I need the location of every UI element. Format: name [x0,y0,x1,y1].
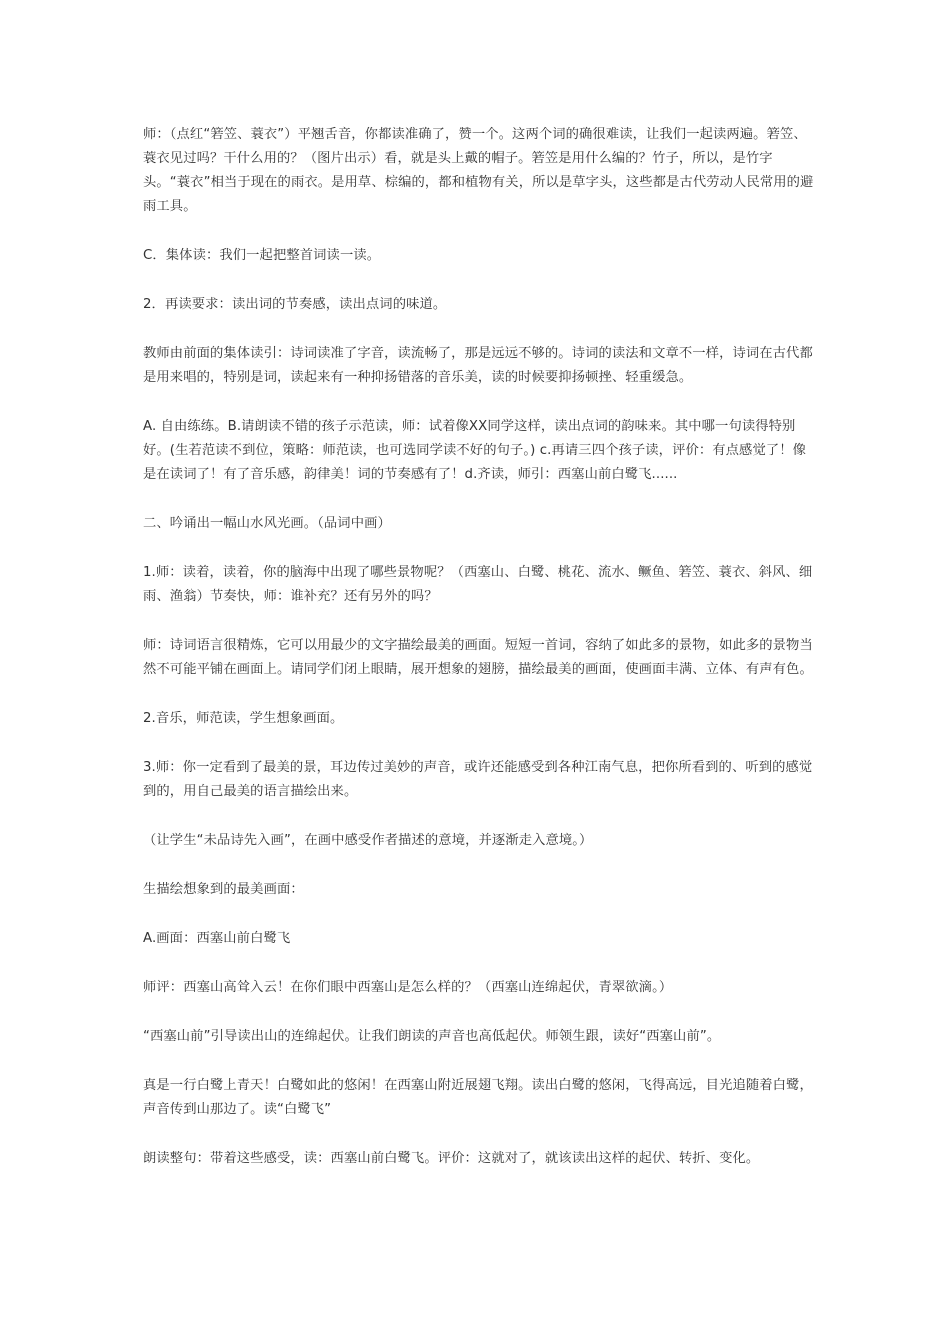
paragraph-reading-practice: A. 自由练练。B.请朗读不错的孩子示范读，师：试着像XX同学这样，读出点词的韵味来。其中哪一句读得特别好。(生若范读不到位，策略：师范读，也可选同学读不好的句子。) c.再请三四个孩子读，评价：有点感觉了！像是在读词了！有了音乐感，韵律美！词的节奏感有了！d.齐读，师引：西塞山前白鹭飞...... [143,419,807,482]
paragraph-poem-language: 师：诗词语言很精炼，它可以用最少的文字描绘最美的画面。短短一首词，容纳了如此多的景物，如此多的景物当然不可能平铺在画面上。请同学们闭上眼睛，展开想象的翅膀，描绘最美的画面，使画面丰满、立体、有声有色。 [143,638,813,677]
paragraph-scenery-question: 1.师：读着，读着，你的脑海中出现了哪些景物呢？（西塞山、白鹭、桃花、流水、鳜鱼、箬笠、蓑衣、斜风、细雨、渔翁）节奏快，师：谁补充？还有另外的吗？ [143,565,813,604]
paragraph-egret-flight: 真是一行白鹭上青天！白鹭如此的悠闲！在西塞山附近展翅飞翔。读出白鹭的悠闲，飞得高远，目光追随着白鹭，声音传到山那边了。读“白鹭飞” [143,1078,813,1117]
paragraph-student-description: 生描绘想象到的最美画面： [143,882,304,897]
paragraph-describe-scene: 3.师：你一定看到了最美的景，耳边传过美妙的声音，或许还能感受到各种江南气息，把你所看到的、听到的感觉到的，用自己最美的语言描绘出来。 [143,760,813,799]
document-body [143,123,815,1196]
paragraph-reread-requirement: 2．再读要求：读出词的节奏感，读出点词的味道。 [143,297,447,312]
paragraph-mountain-reading: “西塞山前”引导读出山的连绵起伏。让我们朗读的声音也高低起伏。师领生跟，读好“西塞山前”。 [143,1029,721,1044]
paragraph-teacher-guidance: 教师由前面的集体读引：诗词读准了字音，读流畅了，那是远远不够的。诗词的读法和文章不一样，诗词在古代都是用来唱的，特别是词，读起来有一种抑扬错落的音乐美，读的时候要抑扬顿挫、轻重缓急。 [143,346,813,385]
section-heading-landscape: 二、吟诵出一幅山水风光画。（品词中画） [143,516,391,531]
paragraph-scene-a: A.画面：西塞山前白鹭飞 [143,931,291,946]
paragraph-group-reading: C．集体读：我们一起把整首词读一读。 [143,248,381,263]
paragraph-teacher-comment: 师评：西塞山高耸入云！在你们眼中西塞山是怎么样的？（西塞山连绵起伏，青翠欲滴。） [143,980,673,995]
paragraph-note-imagery: （让学生“未品诗先入画”，在画中感受作者描述的意境，并逐渐走入意境。） [143,833,593,848]
paragraph-music-reading: 2.音乐，师范读，学生想象画面。 [143,711,344,726]
paragraph-teacher-explains-hat-and-raincoat: 师：（点红“箬笠、蓑衣”）平翘舌音，你都读准确了，赞一个。这两个词的确很难读，让我们一起读两遍。箬笠、蓑衣见过吗？干什么用的？（图片出示）看，就是头上戴的帽子。箬笠是用什么编的？竹子，所以，是竹字头。“蓑衣”相当于现在的雨衣。是用草、棕编的，都和植物有关，所以是草字头，这些都是古代劳动人民常用的避雨工具。 [143,127,814,214]
paragraph-full-sentence-reading: 朗读整句：带着这些感受，读：西塞山前白鹭飞。评价：这就对了，就该读出这样的起伏、转折、变化。 [143,1151,760,1166]
